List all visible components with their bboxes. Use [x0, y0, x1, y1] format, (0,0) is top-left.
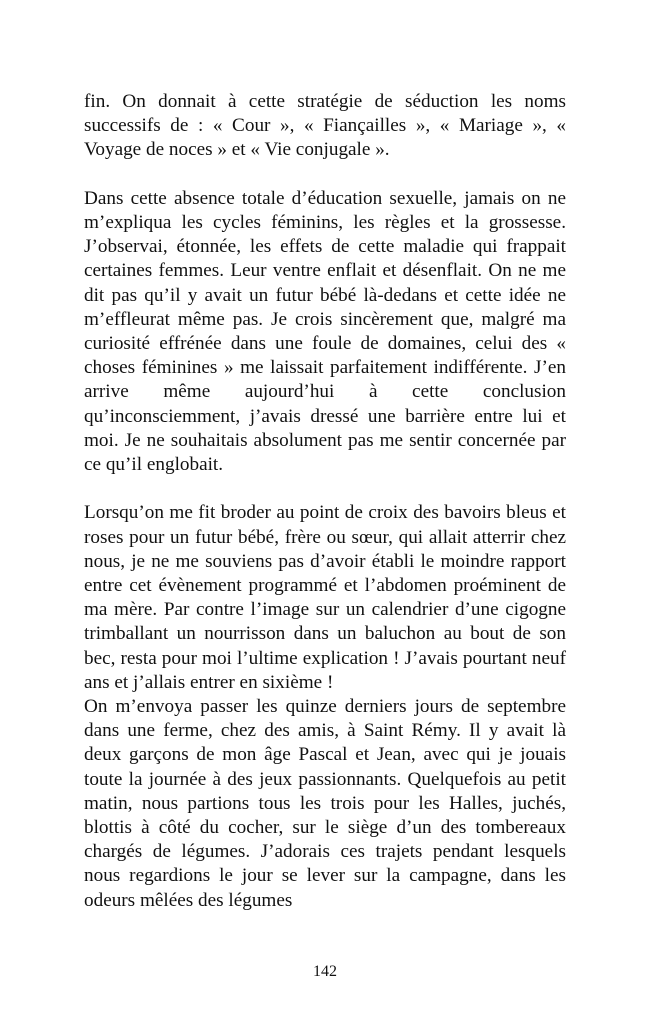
paragraph-4: On m’envoya passer les quinze derniers jours de septembre dans une ferme, chez des amis, à Saint Rémy. Il y avait là deux garçons de mon âge Pascal et Jean, avec qui je jouais toute la journée à des jeux passionnants. Quelquefois au petit matin, nous partions tous les trois pour les Halles, juchés, blottis à côté du cocher, sur le siège d’un des tombereaux chargés de légumes. J’adorais ces trajets pendant lesquels nous regardions le jour se lever sur la campagne, dans les odeurs mêlées des légumes	[84, 696, 566, 911]
page-number: 142	[313, 963, 337, 980]
paragraph-3: Lorsqu’on me fit broder au point de croix des bavoirs bleus et roses pour un futur bébé, frère ou sœur, qui allait atterrir chez nous, je ne me souviens pas d’avoir établi le moindre rapport entre cet évènement programmé et l’abdomen proéminent de ma mère. Par contre l’image sur un calendrier d’une cigogne trimballant un nourrisson dans un baluchon au bout de son bec, resta pour moi l’ultime explication ! J’avais pourtant neuf ans et j’allais entrer en sixième !	[84, 502, 566, 693]
paragraph-1: fin. On donnait à cette stratégie de séduction les noms successifs de : « Cour », « Fiançailles », « Mariage », « Voyage de noces » et « Vie conjugale ».	[84, 91, 566, 161]
body-text	[84, 90, 566, 913]
paragraph-2: Dans cette absence totale d’éducation sexuelle, jamais on ne m’expliqua les cycles féminins, les règles et la grossesse. J’observai, étonnée, les effets de cette maladie qui frappait certaines femmes. Leur ventre enflait et désenflait. On ne me dit pas qu’il y avait un futur bébé là-dedans et cette idée ne m’effleurat même pas. Je crois sincèrement que, malgré ma curiosité effrénée dans une foule de domaines, celui des « choses féminines » me laissait parfaitement indifférente. J’en arrive même aujourd’hui à cette conclusion qu’inconsciemment, j’avais dressé une barrière entre lui et moi. Je ne souhaitais absolument pas me sentir concernée par ce qu’il englobait.	[84, 187, 566, 476]
